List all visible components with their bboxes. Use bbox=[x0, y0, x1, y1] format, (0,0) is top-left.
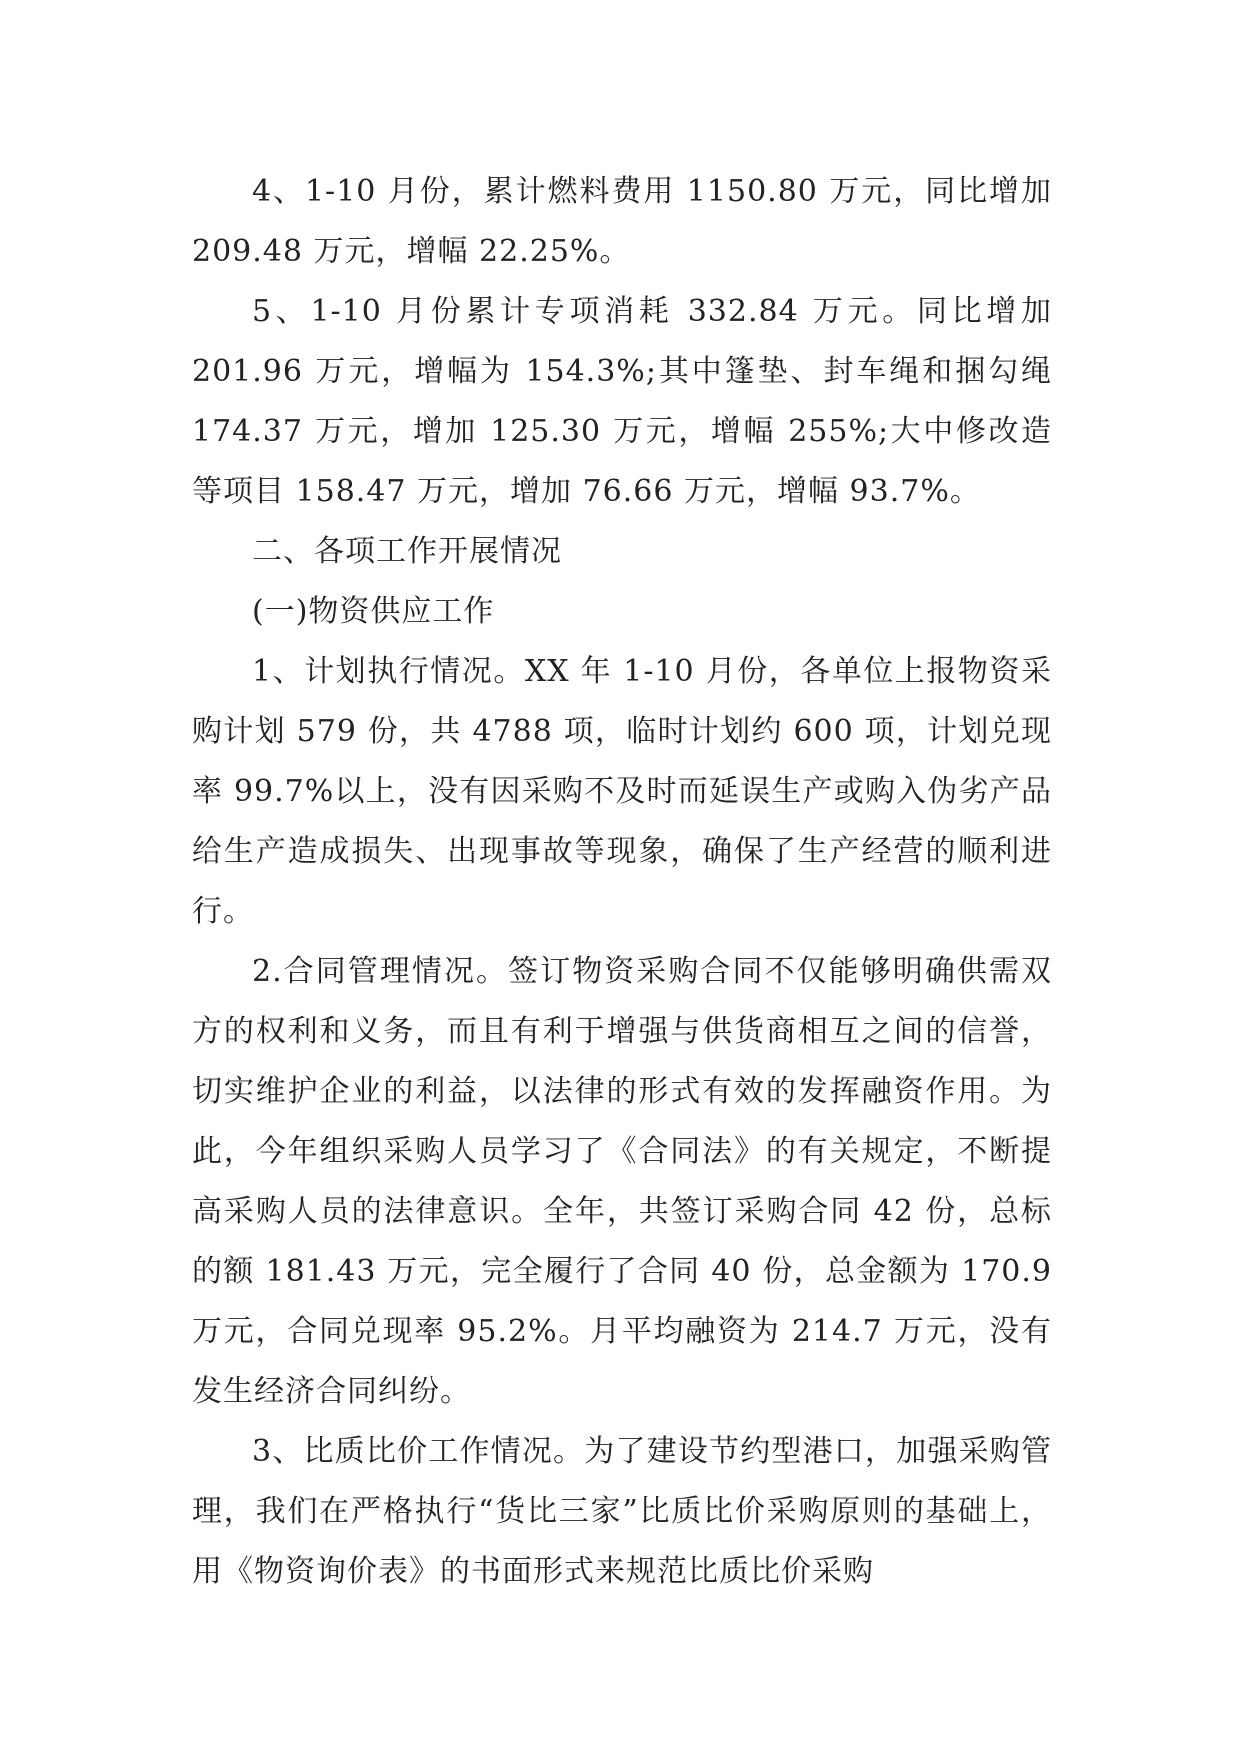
paragraph-special-consumption: 5、1-10 月份累计专项消耗 332.84 万元。同比增加 201.96 万元，增幅为 154.3%;其中篷垫、封车绳和捆勾绳 174.37 万元，增加 125.30 万元，增幅 255%;大中修改造等项目 158.47 万元，增加 76.66 万元，增幅 93.7%。 bbox=[192, 294, 1052, 509]
subsection-heading-material-supply: (一)物资供应工作 bbox=[252, 594, 495, 629]
paragraph-plan-execution: 1、计划执行情况。XX 年 1-10 月份，各单位上报物资采购计划 579 份，共 4788 项，临时计划约 600 项，计划兑现率 99.7%以上，没有因采购不及时而延误生产或购入伪劣产品给生产造成损失、出现事故等现象，确保了生产经营的顺利进行。 bbox=[192, 654, 1052, 929]
paragraph-price-comparison: 3、比质比价工作情况。为了建设节约型港口，加强采购管理，我们在严格执行“货比三家”比质比价采购原则的基础上，用《物资询价表》的书面形式来规范比质比价采购 bbox=[192, 1434, 1052, 1589]
paragraph-fuel-cost: 4、1-10 月份，累计燃料费用 1150.80 万元，同比增加 209.48 万元，增幅 22.25%。 bbox=[192, 174, 1052, 269]
paragraph-contract-management: 2.合同管理情况。签订物资采购合同不仅能够明确供需双方的权利和义务，而且有利于增强与供货商相互之间的信誉，切实维护企业的利益，以法律的形式有效的发挥融资作用。为此，今年组织采购人员学习了《合同法》的有关规定，不断提高采购人员的法律意识。全年，共签订采购合同 42 份，总标的额 181.43 万元，完全履行了合同 40 份，总金额为 170.9 万元，合同兑现率 95.2%。月平均融资为 214.7 万元，没有发生经济合同纠纷。 bbox=[192, 954, 1052, 1409]
section-heading-work-progress: 二、各项工作开展情况 bbox=[252, 534, 562, 569]
document-body bbox=[192, 162, 1052, 1602]
